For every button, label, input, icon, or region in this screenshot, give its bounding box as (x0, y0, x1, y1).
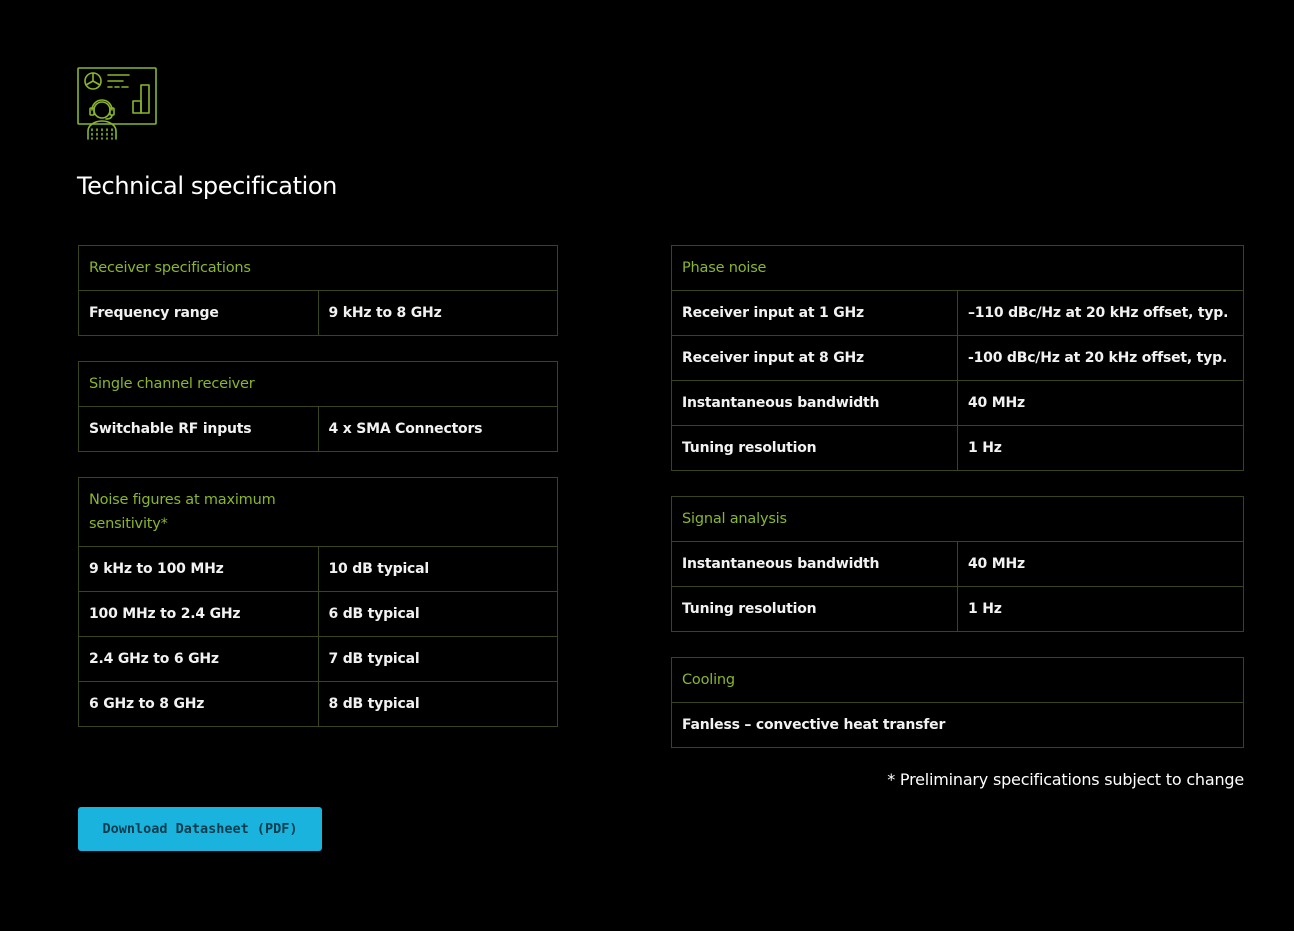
table-row (79, 592, 558, 637)
spec-value: 4 x SMA Connectors (318, 407, 558, 452)
table-row (672, 291, 1244, 336)
spec-label: Switchable RF inputs (79, 407, 319, 452)
spec-label: 100 MHz to 2.4 GHz (79, 592, 319, 637)
spec-label: Tuning resolution (672, 587, 958, 632)
table-row (79, 682, 558, 727)
spec-table-noise-figures (78, 477, 558, 727)
spec-label: 6 GHz to 8 GHz (79, 682, 319, 727)
spec-value: 40 MHz (958, 381, 1244, 426)
table-row (79, 637, 558, 682)
spec-table-single-channel (78, 361, 558, 452)
spec-table-cooling (671, 657, 1244, 748)
table-row (672, 336, 1244, 381)
table-header: Signal analysis (672, 497, 1244, 542)
table-row (79, 547, 558, 592)
spec-label: Receiver input at 1 GHz (672, 291, 958, 336)
spec-value: 9 kHz to 8 GHz (318, 291, 558, 336)
table-row (672, 381, 1244, 426)
spec-label: Instantaneous bandwidth (672, 542, 958, 587)
footnote: * Preliminary specifications subject to change (887, 770, 1244, 789)
spec-label: Fanless – convective heat transfer (672, 703, 1244, 748)
spec-value: 7 dB typical (318, 637, 558, 682)
spec-value: 40 MHz (958, 542, 1244, 587)
download-datasheet-button[interactable]: Download Datasheet (PDF) (78, 807, 322, 851)
spec-table-signal-analysis (671, 496, 1244, 632)
spec-value: 1 Hz (958, 587, 1244, 632)
table-row (672, 587, 1244, 632)
table-header: Single channel receiver (79, 362, 558, 407)
spec-value: -100 dBc/Hz at 20 kHz offset, typ. (958, 336, 1244, 381)
page-title: Technical specification (77, 172, 337, 200)
spec-value: 1 Hz (958, 426, 1244, 471)
spec-label: Frequency range (79, 291, 319, 336)
spec-column-left (78, 245, 558, 752)
spec-label: Tuning resolution (672, 426, 958, 471)
spec-label: 2.4 GHz to 6 GHz (79, 637, 319, 682)
support-dashboard-icon (77, 67, 159, 141)
spec-value: –110 dBc/Hz at 20 kHz offset, typ. (958, 291, 1244, 336)
spec-table-receiver (78, 245, 558, 336)
spec-label: 9 kHz to 100 MHz (79, 547, 319, 592)
spec-label: Receiver input at 8 GHz (672, 336, 958, 381)
table-row (79, 407, 558, 452)
spec-column-right (671, 245, 1244, 773)
spec-value: 6 dB typical (318, 592, 558, 637)
table-header: Phase noise (672, 246, 1244, 291)
table-row (672, 426, 1244, 471)
spec-value: 8 dB typical (318, 682, 558, 727)
table-header: Cooling (672, 658, 1244, 703)
table-row (79, 291, 558, 336)
spec-label: Instantaneous bandwidth (672, 381, 958, 426)
table-header: Receiver specifications (79, 246, 558, 291)
table-row (672, 542, 1244, 587)
spec-table-phase-noise (671, 245, 1244, 471)
table-header: Noise figures at maximum sensitivity* (79, 478, 558, 547)
table-row (672, 703, 1244, 748)
spec-value: 10 dB typical (318, 547, 558, 592)
